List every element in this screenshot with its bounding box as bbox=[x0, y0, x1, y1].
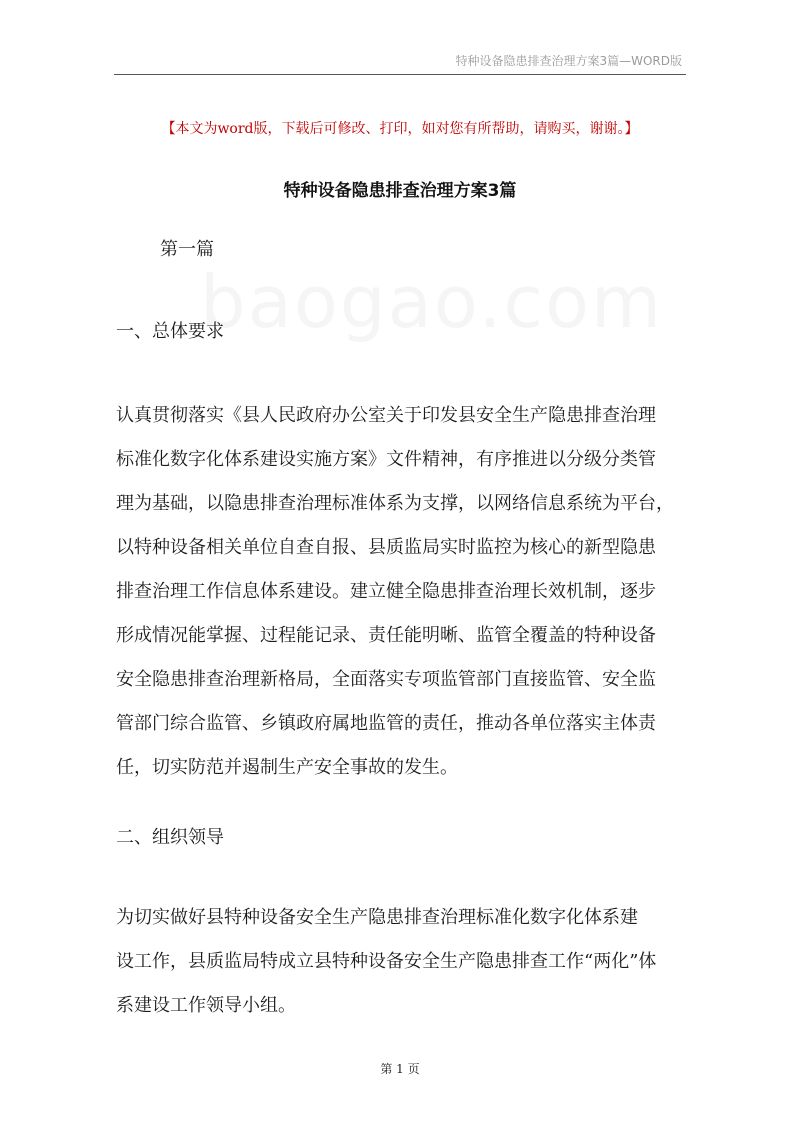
body-line: 以特种设备相关单位自查自报、县质监局实时监控为核心的新型隐患 bbox=[116, 537, 656, 558]
watermark bbox=[200, 260, 663, 344]
body-line: 排查治理工作信息体系建设。建立健全隐患排查治理长效机制，逐步 bbox=[116, 581, 656, 602]
section-heading-1: 一、总体要求 bbox=[116, 321, 224, 342]
running-header: 特种设备隐患排查治理方案3篇—WORD版 bbox=[455, 54, 682, 68]
page-number: 第 1 页 bbox=[380, 1062, 420, 1076]
body-line: 标准化数字化体系建设实施方案》文件精神，有序推进以分级分类管 bbox=[116, 449, 656, 470]
body-line: 形成情况能掌握、过程能记录、责任能明晰、监管全覆盖的特种设备 bbox=[116, 625, 656, 646]
body-line: 理为基础，以隐患排查治理标准体系为支撑，以网络信息系统为平台， bbox=[116, 493, 674, 514]
body-line: 任，切实防范并遏制生产安全事故的发生。 bbox=[116, 757, 458, 778]
section-heading-2: 二、组织领导 bbox=[116, 827, 224, 848]
body-line: 系建设工作领导小组。 bbox=[116, 995, 296, 1016]
body-line: 为切实做好县特种设备安全生产隐患排查治理标准化数字化体系建 bbox=[116, 907, 638, 928]
part-label: 第一篇 bbox=[160, 239, 214, 260]
document-title: 特种设备隐患排查治理方案3篇 bbox=[283, 181, 517, 201]
body-line: 认真贯彻落实《县人民政府办公室关于印发县安全生产隐患排查治理 bbox=[116, 405, 656, 426]
header-rule bbox=[114, 74, 686, 75]
purchase-notice: 【本文为word版，下载后可修改、打印，如对您有所帮助，请购买，谢谢。】 bbox=[161, 121, 639, 137]
body-line: 安全隐患排查治理新格局，全面落实专项监管部门直接监管、安全监 bbox=[116, 669, 656, 690]
body-line: 管部门综合监管、乡镇政府属地监管的责任，推动各单位落实主体责 bbox=[116, 713, 656, 734]
body-line: 设工作，县质监局特成立县特种设备安全生产隐患排查工作“两化”体 bbox=[116, 951, 657, 972]
